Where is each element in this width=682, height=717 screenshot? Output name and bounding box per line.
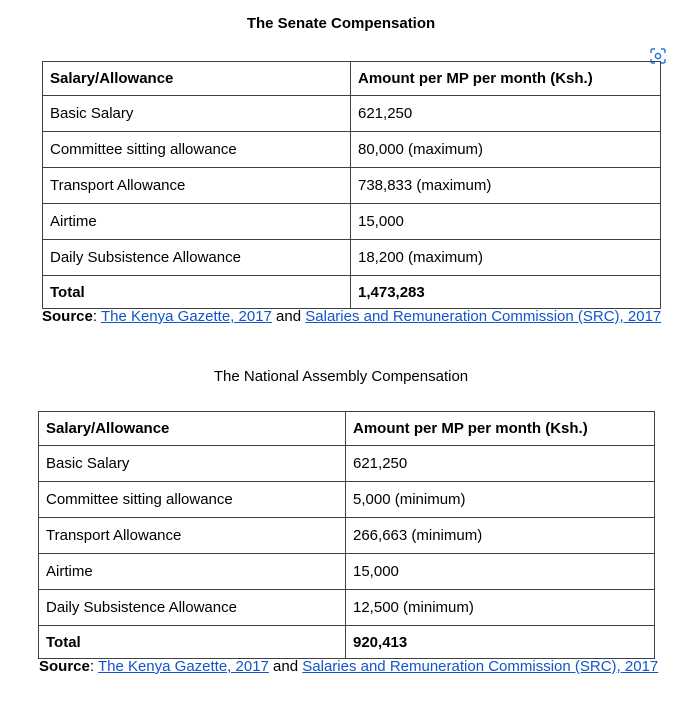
amount-cell: 5,000 (minimum) bbox=[346, 482, 655, 518]
table-row bbox=[39, 554, 655, 590]
national-assembly-compensation-table bbox=[38, 411, 655, 659]
table-row bbox=[43, 204, 661, 240]
amount-cell: 15,000 bbox=[351, 204, 661, 240]
table-row bbox=[39, 446, 655, 482]
total-label-cell: Total bbox=[43, 276, 351, 309]
source-label: Source bbox=[39, 658, 90, 675]
source-separator: : bbox=[89, 658, 98, 675]
amount-cell: 738,833 (maximum) bbox=[351, 168, 661, 204]
table-row bbox=[39, 482, 655, 518]
allowance-name-cell: Daily Subsistence Allowance bbox=[39, 590, 346, 626]
kenya-gazette-link[interactable]: The Kenya Gazette, 2017 bbox=[100, 308, 272, 325]
amount-cell: 621,250 bbox=[346, 446, 655, 482]
source-label: Source bbox=[42, 308, 93, 325]
header-cell: Amount per MP per month (Ksh.) bbox=[351, 62, 661, 96]
national-assembly-source-note bbox=[39, 657, 659, 677]
table-row bbox=[43, 168, 661, 204]
amount-cell: 15,000 bbox=[346, 554, 655, 590]
table-header-row bbox=[43, 62, 661, 96]
allowance-name-cell: Transport Allowance bbox=[43, 168, 351, 204]
total-row bbox=[43, 276, 661, 309]
table-header-row bbox=[39, 412, 655, 446]
senate-title: The Senate Compensation bbox=[246, 15, 436, 32]
total-amount-cell: 1,473,283 bbox=[351, 276, 661, 309]
source-separator: : bbox=[92, 308, 101, 325]
allowance-name-cell: Basic Salary bbox=[43, 96, 351, 132]
national-assembly-title: The National Assembly Compensation bbox=[213, 368, 469, 385]
amount-cell: 266,663 (minimum) bbox=[346, 518, 655, 554]
amount-cell: 12,500 (minimum) bbox=[346, 590, 655, 626]
table-row bbox=[39, 590, 655, 626]
allowance-name-cell: Basic Salary bbox=[39, 446, 346, 482]
allowance-name-cell: Airtime bbox=[43, 204, 351, 240]
header-cell: Amount per MP per month (Ksh.) bbox=[346, 412, 655, 446]
header-cell: Salary/Allowance bbox=[43, 62, 351, 96]
kenya-gazette-link[interactable]: The Kenya Gazette, 2017 bbox=[97, 658, 269, 675]
amount-cell: 18,200 (maximum) bbox=[351, 240, 661, 276]
table-row bbox=[43, 132, 661, 168]
source-and: and bbox=[271, 308, 306, 325]
senate-source-note bbox=[42, 307, 662, 327]
allowance-name-cell: Committee sitting allowance bbox=[39, 482, 346, 518]
allowance-name-cell: Daily Subsistence Allowance bbox=[43, 240, 351, 276]
total-label-cell: Total bbox=[39, 626, 346, 659]
table-row bbox=[39, 518, 655, 554]
amount-cell: 621,250 bbox=[351, 96, 661, 132]
allowance-name-cell: Airtime bbox=[39, 554, 346, 590]
src-commission-link[interactable]: Salaries and Remuneration Commission (SRC), 2017 bbox=[302, 658, 659, 675]
src-commission-link[interactable]: Salaries and Remuneration Commission (SRC), 2017 bbox=[305, 308, 662, 325]
table-row bbox=[43, 240, 661, 276]
header-cell: Salary/Allowance bbox=[39, 412, 346, 446]
senate-compensation-table bbox=[42, 61, 661, 309]
amount-cell: 80,000 (maximum) bbox=[351, 132, 661, 168]
table-row bbox=[43, 96, 661, 132]
allowance-name-cell: Committee sitting allowance bbox=[43, 132, 351, 168]
source-and: and bbox=[268, 658, 303, 675]
total-row bbox=[39, 626, 655, 659]
total-amount-cell: 920,413 bbox=[346, 626, 655, 659]
allowance-name-cell: Transport Allowance bbox=[39, 518, 346, 554]
